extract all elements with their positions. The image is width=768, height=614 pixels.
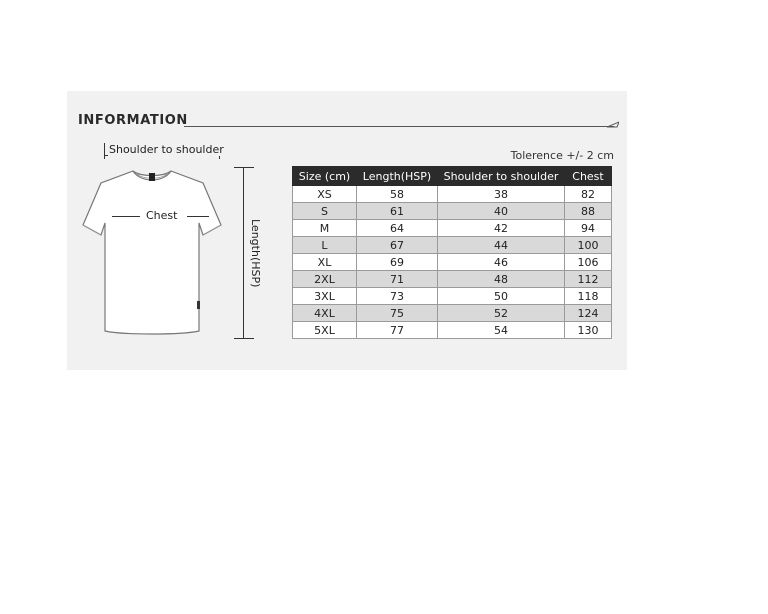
- size-chart-table: [292, 166, 612, 339]
- section-title: INFORMATION: [78, 113, 188, 128]
- cell-shoulder: 52: [438, 305, 565, 322]
- cell-shoulder: 54: [438, 322, 565, 339]
- cell-size: L: [293, 237, 357, 254]
- cell-chest: 112: [565, 271, 612, 288]
- cell-size: 3XL: [293, 288, 357, 305]
- tshirt-illustration: [81, 163, 223, 343]
- cell-length: 58: [357, 186, 438, 203]
- cell-chest: 118: [565, 288, 612, 305]
- cell-size: 4XL: [293, 305, 357, 322]
- table-row: [293, 322, 612, 339]
- cell-size: 2XL: [293, 271, 357, 288]
- cell-size: M: [293, 220, 357, 237]
- cell-shoulder: 42: [438, 220, 565, 237]
- size-information-panel: [67, 91, 627, 370]
- cell-chest: 106: [565, 254, 612, 271]
- title-divider: [184, 126, 614, 127]
- header-size: Size (cm): [293, 167, 357, 186]
- shoulder-measure-label: Shoulder to shoulder: [109, 143, 224, 156]
- chest-measure-label: Chest: [146, 209, 178, 222]
- cell-chest: 100: [565, 237, 612, 254]
- cell-shoulder: 48: [438, 271, 565, 288]
- table-row: [293, 186, 612, 203]
- header-length: Length(HSP): [357, 167, 438, 186]
- cell-size: XL: [293, 254, 357, 271]
- cell-length: 67: [357, 237, 438, 254]
- cell-shoulder: 46: [438, 254, 565, 271]
- divider-end-icon: [607, 121, 619, 129]
- length-measure-label: Length(HSP): [249, 219, 262, 288]
- cell-chest: 88: [565, 203, 612, 220]
- tolerance-note: Tolerence +/- 2 cm: [510, 149, 614, 162]
- cell-shoulder: 38: [438, 186, 565, 203]
- length-measure-bracket: [239, 167, 249, 339]
- cell-chest: 94: [565, 220, 612, 237]
- table-row: [293, 271, 612, 288]
- table-row: [293, 203, 612, 220]
- header-chest: Chest: [565, 167, 612, 186]
- table-row: [293, 220, 612, 237]
- cell-shoulder: 40: [438, 203, 565, 220]
- table-row: [293, 254, 612, 271]
- cell-size: S: [293, 203, 357, 220]
- cell-shoulder: 50: [438, 288, 565, 305]
- chest-measure-line-right: [187, 216, 209, 217]
- cell-size: 5XL: [293, 322, 357, 339]
- cell-size: XS: [293, 186, 357, 203]
- chest-measure-line-left: [112, 216, 140, 217]
- header-shoulder: Shoulder to shoulder: [438, 167, 565, 186]
- cell-shoulder: 44: [438, 237, 565, 254]
- cell-chest: 130: [565, 322, 612, 339]
- cell-length: 75: [357, 305, 438, 322]
- table-row: [293, 288, 612, 305]
- table-header-row: [293, 167, 612, 186]
- cell-length: 69: [357, 254, 438, 271]
- cell-length: 77: [357, 322, 438, 339]
- cell-length: 61: [357, 203, 438, 220]
- table-row: [293, 237, 612, 254]
- cell-chest: 124: [565, 305, 612, 322]
- cell-length: 71: [357, 271, 438, 288]
- table-row: [293, 305, 612, 322]
- cell-length: 64: [357, 220, 438, 237]
- cell-chest: 82: [565, 186, 612, 203]
- cell-length: 73: [357, 288, 438, 305]
